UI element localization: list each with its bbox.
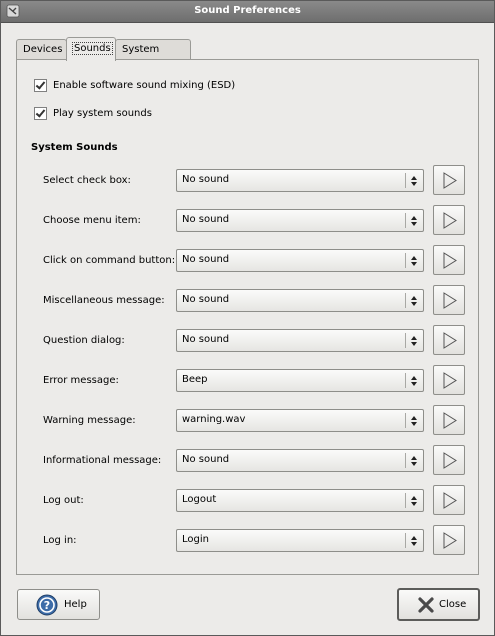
tab-devices[interactable] <box>16 39 67 59</box>
sound-select-value: warning.wav <box>182 414 246 425</box>
esd-label: Enable software sound mixing (ESD) <box>53 79 236 91</box>
play-button[interactable] <box>433 525 465 555</box>
combo-separator <box>405 293 406 308</box>
combo-separator <box>405 453 406 468</box>
sound-select-value: No sound <box>182 334 230 345</box>
sound-select[interactable] <box>176 529 424 552</box>
play-button[interactable] <box>433 325 465 355</box>
play-icon <box>442 372 458 389</box>
play-icon <box>442 452 458 469</box>
window-title: Sound Preferences <box>194 5 301 16</box>
sound-select-value: No sound <box>182 294 230 305</box>
sound-label: Log out: <box>43 495 84 506</box>
svg-text:?: ? <box>43 598 51 612</box>
tab-sounds[interactable] <box>66 37 116 61</box>
play-icon <box>442 332 458 349</box>
sound-select-value: No sound <box>182 214 230 225</box>
combo-arrows-icon <box>410 455 418 467</box>
play-icon <box>442 172 458 189</box>
play-icon <box>442 492 458 509</box>
tab-system-beep[interactable] <box>115 39 191 59</box>
sound-label: Log in: <box>43 535 77 546</box>
sound-select[interactable] <box>176 489 424 512</box>
combo-separator <box>405 213 406 228</box>
combo-arrows-icon <box>410 375 418 387</box>
play-icon <box>442 252 458 269</box>
sound-select[interactable] <box>176 249 424 272</box>
combo-arrows-icon <box>410 495 418 507</box>
sound-select[interactable] <box>176 409 424 432</box>
system-sounds-option[interactable] <box>34 105 152 121</box>
check-icon <box>36 107 46 117</box>
help-icon <box>36 594 58 616</box>
play-button[interactable] <box>433 445 465 475</box>
sound-select-value: No sound <box>182 174 230 185</box>
combo-separator <box>405 413 406 428</box>
sound-select-value: No sound <box>182 254 230 265</box>
sound-label: Warning message: <box>43 415 136 426</box>
esd-checkbox[interactable] <box>34 79 47 92</box>
combo-arrows-icon <box>410 335 418 347</box>
sound-label: Question dialog: <box>43 335 125 346</box>
play-icon <box>442 292 458 309</box>
help-button[interactable] <box>17 589 100 620</box>
sound-label: Error message: <box>43 375 119 386</box>
combo-separator <box>405 333 406 348</box>
section-title: System Sounds <box>31 142 118 153</box>
combo-separator <box>405 373 406 388</box>
combo-arrows-icon <box>410 415 418 427</box>
combo-arrows-icon <box>410 175 418 187</box>
sound-label: Miscellaneous message: <box>43 295 165 306</box>
combo-arrows-icon <box>410 215 418 227</box>
tab-system-beep-label: System <box>122 44 160 55</box>
combo-separator <box>405 533 406 548</box>
sound-label: Select check box: <box>43 175 131 186</box>
close-icon <box>417 596 435 614</box>
play-icon <box>442 412 458 429</box>
sound-select-value: Beep <box>182 374 208 385</box>
play-button[interactable] <box>433 285 465 315</box>
play-button[interactable] <box>433 365 465 395</box>
sound-label: Informational message: <box>43 455 162 466</box>
sound-select[interactable] <box>176 449 424 472</box>
system-sounds-checkbox[interactable] <box>34 107 47 120</box>
tab-devices-label: Devices <box>23 44 63 55</box>
play-button[interactable] <box>433 205 465 235</box>
play-icon <box>442 532 458 549</box>
sound-select-value: No sound <box>182 454 230 465</box>
close-button-label: Close <box>439 599 467 610</box>
combo-arrows-icon <box>410 535 418 547</box>
sound-select[interactable] <box>176 329 424 352</box>
combo-arrows-icon <box>410 255 418 267</box>
combo-separator <box>405 253 406 268</box>
help-button-label: Help <box>64 599 87 610</box>
play-button[interactable] <box>433 245 465 275</box>
esd-option[interactable] <box>34 77 235 93</box>
combo-arrows-icon <box>410 295 418 307</box>
sound-label: Choose menu item: <box>43 215 141 226</box>
tab-sounds-label: Sounds <box>74 43 111 54</box>
sound-select-value: Login <box>182 534 209 545</box>
sound-select-value: Logout <box>182 494 217 505</box>
title-bar[interactable] <box>1 1 494 23</box>
combo-separator <box>405 493 406 508</box>
sound-select[interactable] <box>176 289 424 312</box>
sound-select[interactable] <box>176 169 424 192</box>
play-button[interactable] <box>433 485 465 515</box>
sound-select[interactable] <box>176 209 424 232</box>
sound-label: Click on command button: <box>43 255 176 266</box>
play-button[interactable] <box>433 405 465 435</box>
combo-separator <box>405 173 406 188</box>
play-button[interactable] <box>433 165 465 195</box>
close-button[interactable] <box>397 588 480 621</box>
sound-select[interactable] <box>176 369 424 392</box>
system-sounds-label: Play system sounds <box>53 107 152 119</box>
check-icon <box>36 79 46 89</box>
play-icon <box>442 212 458 229</box>
